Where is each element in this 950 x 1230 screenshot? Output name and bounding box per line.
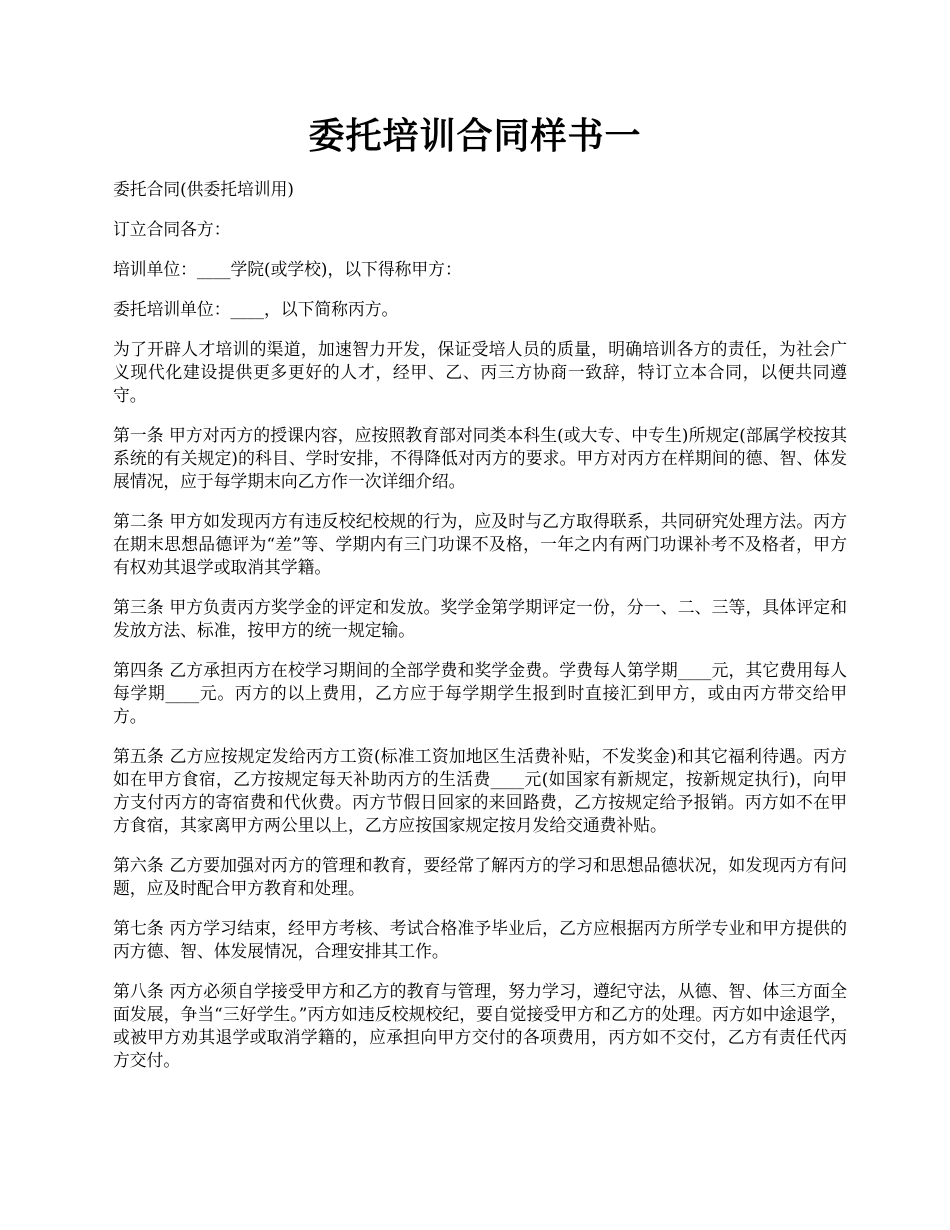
paragraph-article-2: 第二条 甲方如发现丙方有违反校纪校规的行为，应及时与乙方取得联系，共同研究处理方法。丙方在期末思想品德评为“差”等、学期内有三门功课不及格，一年之内有两门功课补考不及格者，甲方有权劝其退学或取消其学籍。 xyxy=(113,511,847,577)
paragraph-contract-type: 委托合同(供委托培训用) xyxy=(113,179,294,199)
paragraph-article-7: 第七条 丙方学习结束，经甲方考核、考试合格准予毕业后，乙方应根据丙方所学专业和甲方提供的丙方德、智、体发展情况，合理安排其工作。 xyxy=(113,918,847,961)
paragraph-article-8: 第八条 丙方必须自学接受甲方和乙方的教育与管理，努力学习，遵纪守法，从德、智、体三方面全面发展，争当“三好学生。”丙方如违反校规校纪，要自觉接受甲方和乙方的处理。丙方如中途退学，或被甲方劝其退学或取消学籍的，应承担向甲方交付的各项费用，丙方如不交付，乙方有责任代丙方交付。 xyxy=(113,981,847,1070)
paragraph-party-a: 培训单位：____学院(或学校)，以下得称甲方： xyxy=(113,259,462,279)
document-title: 委托培训合同样书一 xyxy=(308,115,642,157)
paragraph-article-3: 第三条 甲方负责丙方奖学金的评定和发放。奖学金第学期评定一份，分一、二、三等，具体评定和发放方法、标准，按甲方的统一规定输。 xyxy=(113,597,847,640)
document-body xyxy=(113,178,847,1089)
paragraph-preamble: 为了开辟人才培训的渠道，加速智力开发，保证受培人员的质量，明确培训各方的责任，为社会广义现代化建设提供更多更好的人才，经甲、乙、丙三方协商一致辞，特订立本合同，以便共同遵守。 xyxy=(113,339,847,405)
paragraph-article-1: 第一条 甲方对丙方的授课内容，应按照教育部对同类本科生(或大专、中专生)所规定(部属学校按其系统的有关规定)的科目、学时安排，不得降低对丙方的要求。甲方对丙方在样期间的德、智、体发展情况，应于每学期末向乙方作一次详细介绍。 xyxy=(113,425,847,491)
paragraph-article-6: 第六条 乙方要加强对丙方的管理和教育，要经常了解丙方的学习和思想品德状况，如发现丙方有问题，应及时配合甲方教育和处理。 xyxy=(113,855,847,898)
paragraph-article-5: 第五条 乙方应按规定发给丙方工资(标准工资加地区生活费补贴，不发奖金)和其它福利待遇。丙方如在甲方食宿，乙方按规定每天补助丙方的生活费____元(如国家有新规定，按新规定执行)，向甲方支付丙方的寄宿费和代伙费。丙方节假日回家的来回路费，乙方按规定给予报销。丙方如不在甲方食宿，其家离甲方两公里以上，乙方应按国家规定按月发给交通费补贴。 xyxy=(113,746,847,835)
paragraph-article-4: 第四条 乙方承担丙方在校学习期间的全部学费和奖学金费。学费每人第学期____元，其它费用每人每学期____元。丙方的以上费用，乙方应于每学期学生报到时直接汇到甲方，或由丙方带交给甲方。 xyxy=(113,660,847,726)
paragraph-parties-heading: 订立合同各方： xyxy=(113,219,231,239)
paragraph-party-c: 委托培训单位：____，以下简称丙方。 xyxy=(113,299,399,319)
